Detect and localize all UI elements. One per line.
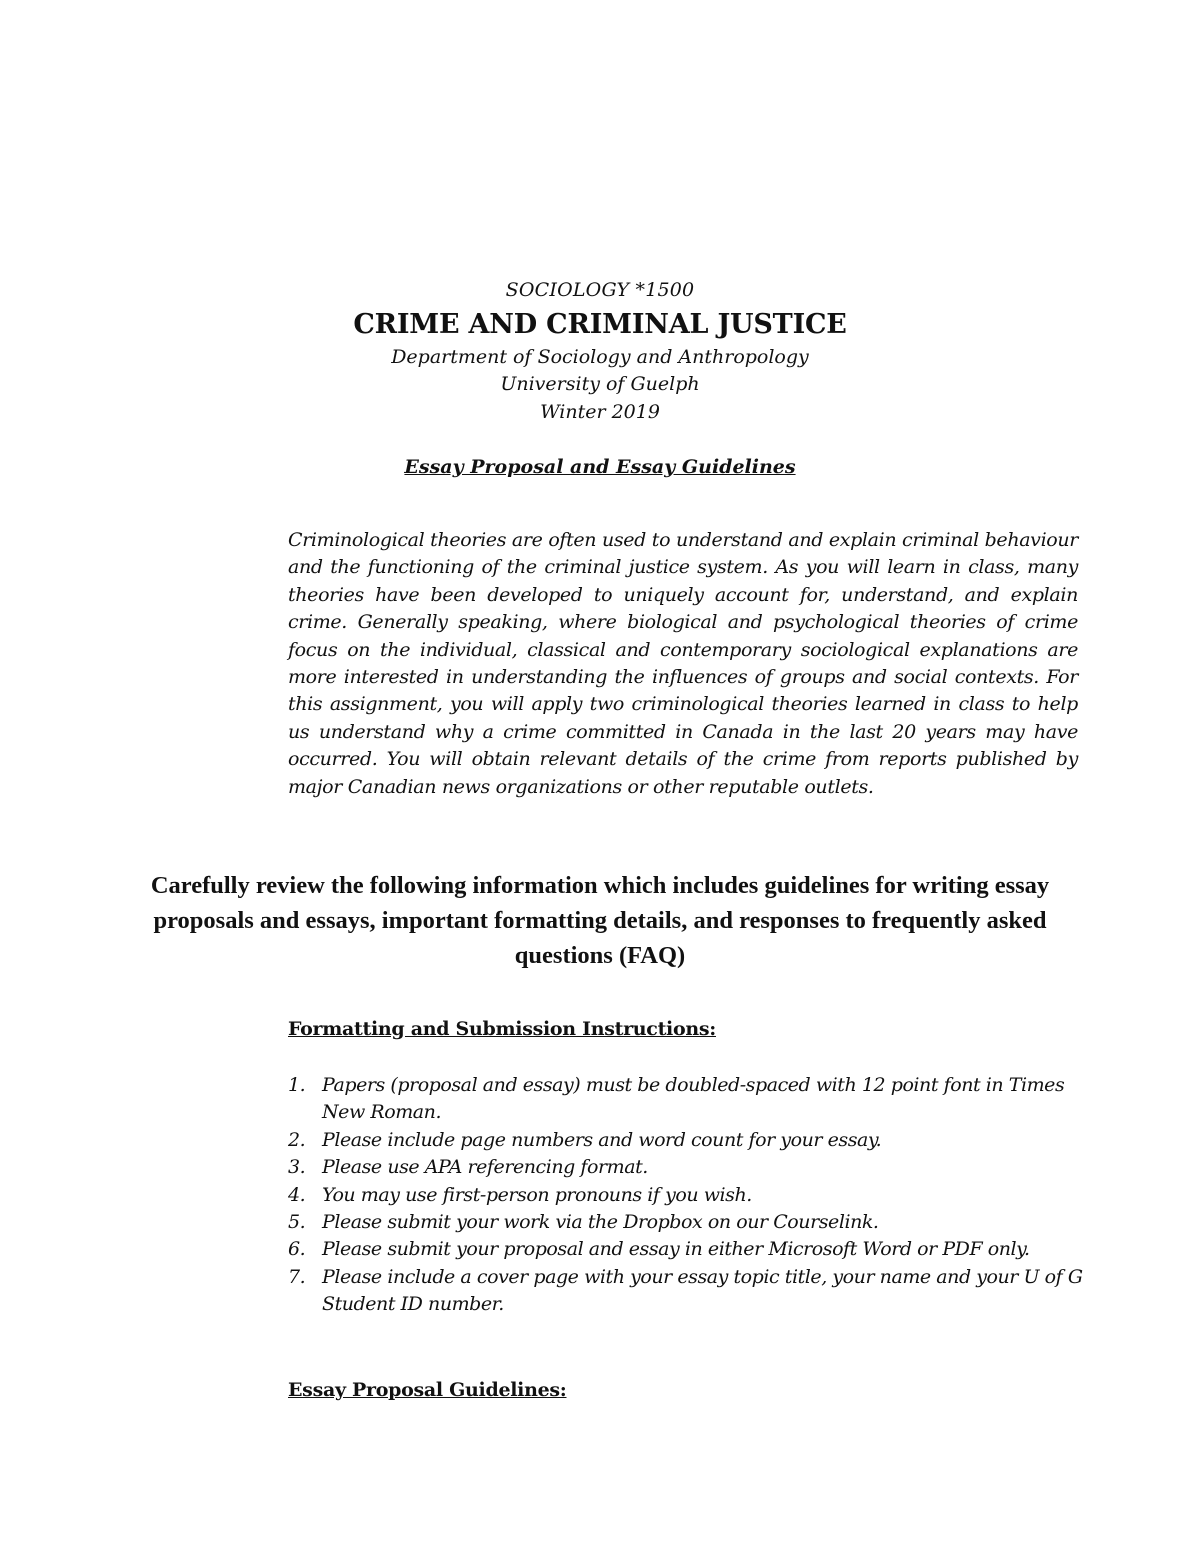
list-item xyxy=(288,1236,1088,1263)
list-item xyxy=(288,1264,1088,1319)
list-item-number: 7. xyxy=(288,1265,306,1288)
formatting-instructions-list xyxy=(288,1072,1088,1319)
list-item-number: 2. xyxy=(288,1128,306,1151)
list-item xyxy=(288,1127,1088,1154)
list-item xyxy=(288,1209,1088,1236)
list-item xyxy=(288,1154,1088,1181)
list-item-text: Please use APA referencing format. xyxy=(322,1156,648,1179)
list-item-number: 3. xyxy=(288,1156,306,1179)
list-item-text: Please include page numbers and word count for your essay. xyxy=(322,1128,882,1151)
intro-paragraph: Criminological theories are often used to understand and explain criminal behaviour and the functioning of the criminal justice system. As you will learn in class, many theories have been developed to uniquely account for, understand, and explain crime. Generally speaking, where biological and psychological theories of crime focus on the individual, classical and contemporary sociological explanations are more interested in understanding the influences of groups and social contexts. For this assignment, you will apply two criminological theories learned in class to help us understand why a crime committed in Canada in the last 20 years may have occurred. You will obtain relevant details of the crime from reports published by major Canadian news organizations or other reputable outlets. xyxy=(288,529,1078,798)
proposal-section-heading: Essay Proposal Guidelines: xyxy=(288,1379,567,1401)
list-item-text: Please include a cover page with your essay topic title, your name and your U of G Student ID number. xyxy=(322,1265,1083,1316)
university-name: University of Guelph xyxy=(500,373,700,395)
course-code: SOCIOLOGY *1500 xyxy=(505,279,695,301)
list-item-text: Please submit your proposal and essay in either Microsoft Word or PDF only. xyxy=(322,1238,1030,1261)
formatting-section-heading: Formatting and Submission Instructions: xyxy=(288,1018,716,1040)
course-title: CRIME AND CRIMINAL JUSTICE xyxy=(353,309,847,340)
guidelines-title: Essay Proposal and Essay Guidelines xyxy=(404,456,796,478)
list-item xyxy=(288,1072,1088,1127)
department-name: Department of Sociology and Anthropology xyxy=(391,346,809,368)
list-item-text: You may use first-person pronouns if you wish. xyxy=(322,1183,752,1206)
term-label: Winter 2019 xyxy=(540,401,660,423)
list-item-text: Papers (proposal and essay) must be doubled-spaced with 12 point font in Times New Roman. xyxy=(322,1074,1065,1124)
list-item-number: 6. xyxy=(288,1238,306,1261)
review-notice: Carefully review the following information which includes guidelines for writing essay proposals and essays, important formatting details, and responses to frequently asked questions (FAQ) xyxy=(150,872,1050,969)
list-item xyxy=(288,1182,1088,1209)
list-item-text: Please submit your work via the Dropbox on our Courselink. xyxy=(322,1211,879,1234)
list-item-number: 4. xyxy=(288,1183,306,1206)
list-item-number: 1. xyxy=(288,1074,306,1096)
list-item-number: 5. xyxy=(288,1211,306,1234)
